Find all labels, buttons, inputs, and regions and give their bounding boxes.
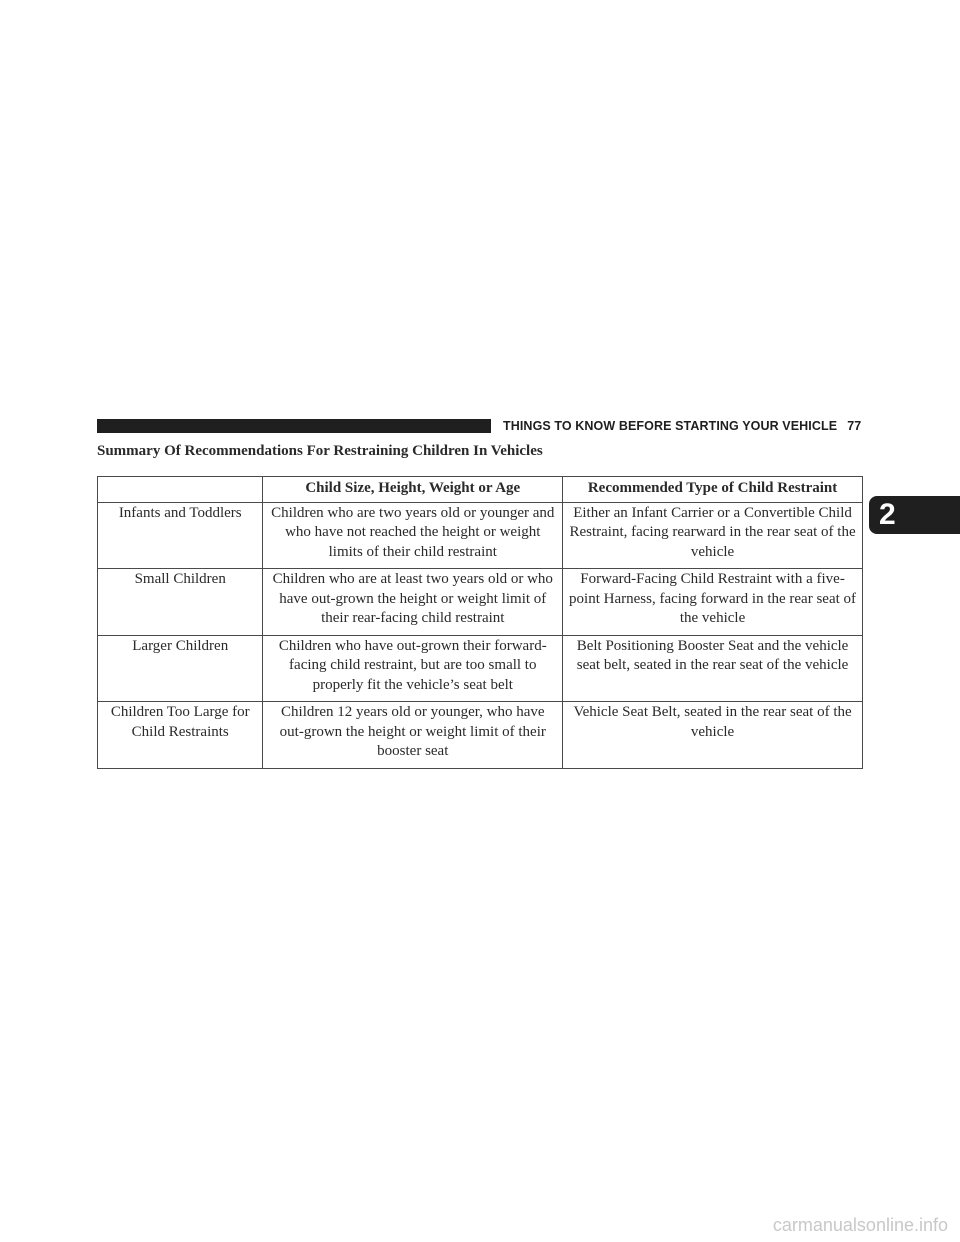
cell-size: Children who are two years old or younger and who have not reached the height or weight limits of their child restraint — [263, 502, 563, 569]
header-rule-bar — [97, 419, 491, 433]
table-row — [98, 569, 863, 636]
chapter-tab — [869, 496, 960, 534]
running-header-section: THINGS TO KNOW BEFORE STARTING YOUR VEHICLE — [503, 419, 838, 433]
running-header — [503, 418, 861, 434]
table-row — [98, 502, 863, 569]
page-number: 77 — [847, 419, 862, 433]
table-row — [98, 635, 863, 702]
cell-category: Infants and Toddlers — [98, 502, 263, 569]
recommendations-table — [97, 476, 863, 769]
chapter-tab-number: 2 — [879, 498, 896, 531]
cell-size: Children 12 years old or younger, who have out-grown the height or weight limit of their booster seat — [263, 702, 563, 769]
cell-restraint: Vehicle Seat Belt, seated in the rear seat of the vehicle — [563, 702, 863, 769]
cell-restraint: Forward-Facing Child Restraint with a five-point Harness, facing forward in the rear seat of the vehicle — [563, 569, 863, 636]
cell-category: Larger Children — [98, 635, 263, 702]
watermark-logo: carmanualsonline.info — [772, 1215, 948, 1235]
cell-restraint: Belt Positioning Booster Seat and the vehicle seat belt, seated in the rear seat of the vehicle — [563, 635, 863, 702]
table-header-row — [98, 477, 863, 503]
column-header-size: Child Size, Height, Weight or Age — [263, 477, 563, 503]
cell-category: Children Too Large for Child Restraints — [98, 702, 263, 769]
cell-size: Children who are at least two years old or who have out-grown the height or weight limit of their rear-facing child restraint — [263, 569, 563, 636]
column-header-category — [98, 477, 263, 503]
cell-restraint: Either an Infant Carrier or a Convertible Child Restraint, facing rearward in the rear seat of the vehicle — [563, 502, 863, 569]
section-title: Summary Of Recommendations For Restraining Children In Vehicles — [97, 443, 543, 459]
cell-size: Children who have out-grown their forward-facing child restraint, but are too small to properly fit the vehicle’s seat belt — [263, 635, 563, 702]
column-header-restraint: Recommended Type of Child Restraint — [563, 477, 863, 503]
cell-category: Small Children — [98, 569, 263, 636]
table-row — [98, 702, 863, 769]
